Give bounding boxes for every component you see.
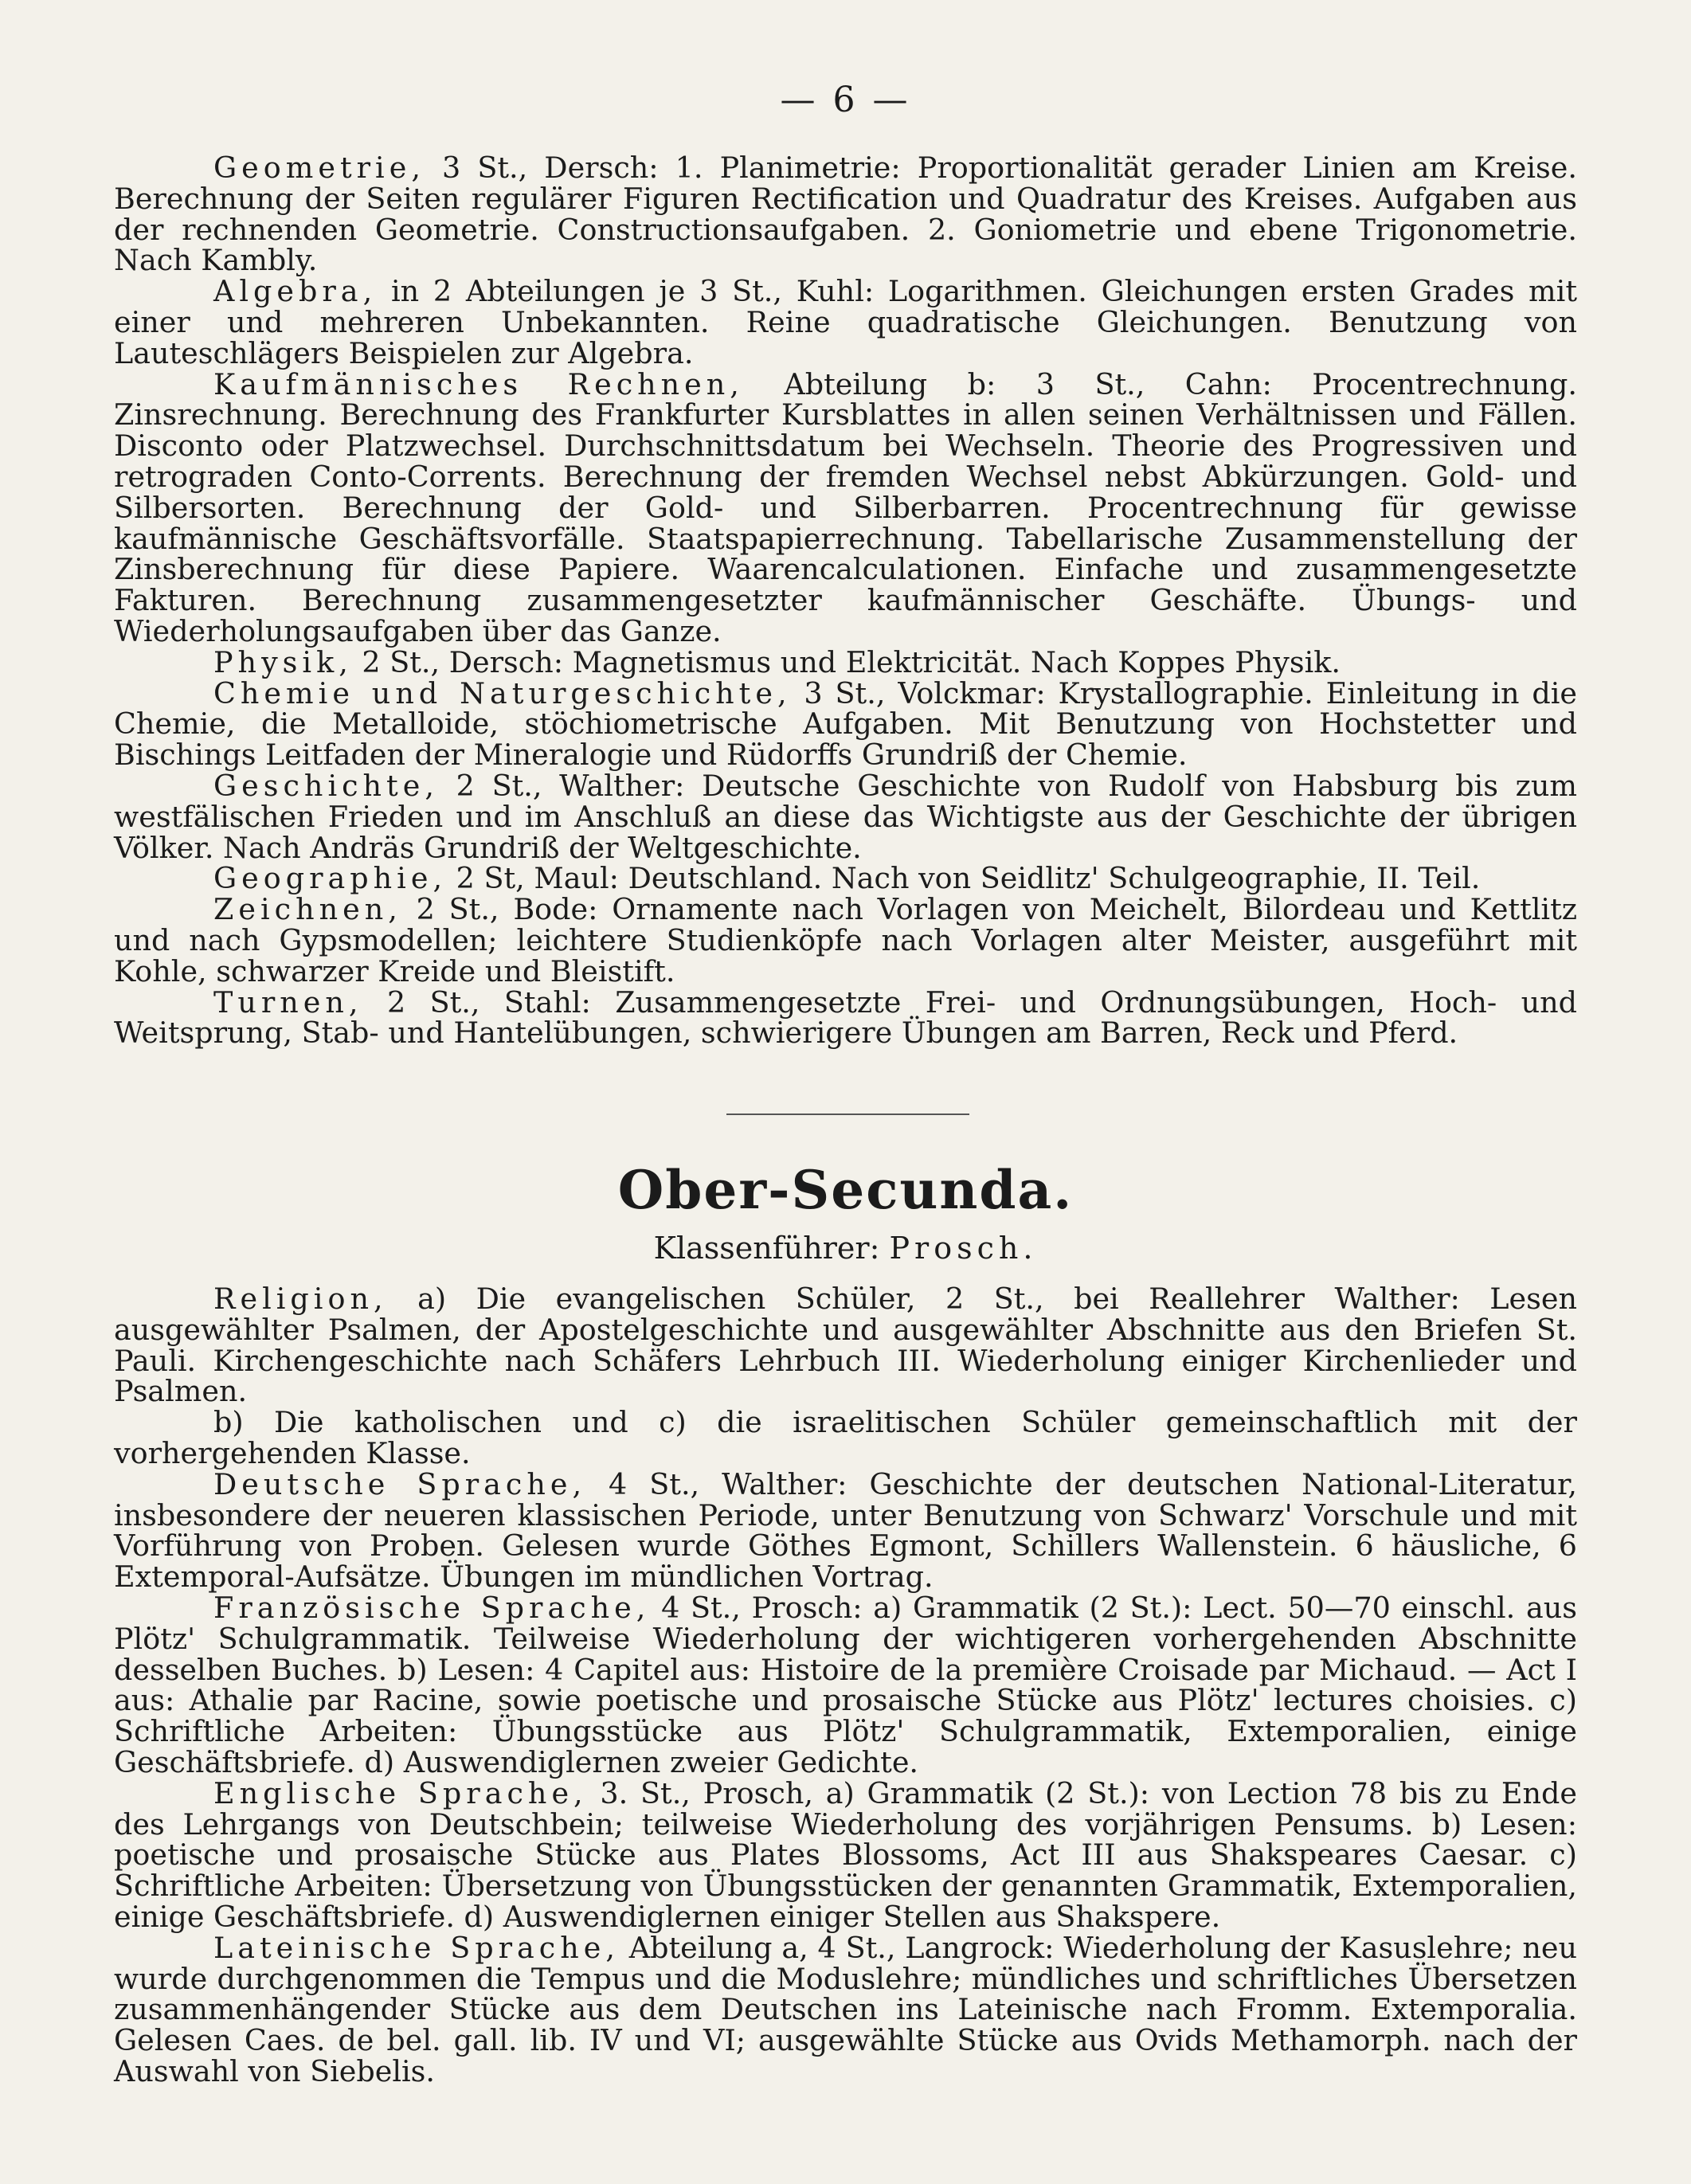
- paragraph-text: a) Die evangelischen Schüler, 2 St., bei Reallehrer Walther: Lesen ausgewählter Psalmen, der Apostelgeschichte und ausgewählter Abschnitte aus den Briefen St. Pauli. Kirchengeschichte nach Schäfers Lehrbuch III. Wiederholung einiger Kirchenlieder und Psalmen.: [114, 1282, 1577, 1409]
- subject-lead: Turnen,: [213, 984, 363, 1020]
- paragraph-text: 2 St., Dersch: Magnetismus und Elektricität. Nach Koppes Physik.: [352, 644, 1341, 679]
- subject-lead: Chemie und Naturgeschichte,: [213, 675, 792, 710]
- subject-list-upper: [114, 153, 1577, 1049]
- paragraph-religion: [114, 1284, 1577, 1407]
- paragraph-kaufmaennisches-rechnen: [114, 366, 1577, 648]
- subject-lead: Zeichnen,: [213, 892, 402, 927]
- subject-lead: Geschichte,: [213, 768, 439, 803]
- paragraph-text: 2 St., Bode: Ornamente nach Vorlagen von Meichelt, Bilordeau und Kettlitz und nach Gypsmodellen; leichtere Studienköpfe nach Vorlagen alter Meister, ausgeführt mit Kohle, schwarzer Kreide und Bleistift.: [114, 892, 1577, 988]
- paragraph-geschichte: [114, 768, 1577, 865]
- paragraph-geometrie: [114, 153, 1577, 276]
- subject-lead: Lateinische Sprache,: [213, 1930, 620, 1965]
- section-title: Ober-Secunda.: [617, 1159, 1074, 1221]
- paragraph-text: 2 St., Walther: Deutsche Geschichte von Rudolf von Habsburg bis zum westfälischen Frieden und im Anschluß an diese das Wichtigste aus der Geschichte der übrigen Völker. Nach Andräs Grundriß der Weltgeschichte.: [114, 768, 1577, 865]
- subject-list-lower: [114, 1284, 1577, 2088]
- subject-lead: Religion,: [213, 1282, 388, 1316]
- paragraph-text: Abteilung b: 3 St., Cahn: Procentrechnung. Zinsrechnung. Berechnung des Frankfurter Kursblattes in allen seinen Verhältnissen und Fällen. Disconto oder Platzwechsel. Durchschnittsdatum bei Wechseln. Theorie des Progressiven und retrograden Conto-Corrents. Berechnung der fremden Wechsel nebst Abkürzungen. Gold- und Silbersorten. Berechnung der Gold- und Silberbarren. Procentrechnung für gewisse kaufmännische Geschäftsvorfälle. Staatspapierrechnung. Tabellarische Zusammenstellung der Zinsberechnung für diese Papiere. Waarencalculationen. Einfache und zusammengesetzte Fakturen. Berechnung zusammengesetzter kaufmännischer Geschäfte. Übungs- und Wiederholungsaufgaben über das Ganze.: [114, 366, 1577, 648]
- paragraph-lateinische-sprache: [114, 1930, 1577, 2088]
- class-leader-label: Klassenführer:: [653, 1231, 880, 1266]
- paragraph-text: 4 St., Prosch: a) Grammatik (2 St.): Lect. 50—70 einschl. aus Plötz' Schulgrammatik. Teilweise Wiederholung der wichtigeren vorhergehenden Abschnitte desselben Buches. b) Lesen: 4 Capitel aus: Histoire de la première Croisade par Michaud. — Act I aus: Athalie par Racine, sowie poetische und prosaische Stücke aus Plötz' lectures choisies. c) Schriftliche Arbeiten: Übungsstücke aus Plötz' Schulgrammatik, Extemporalien, einige Geschäftsbriefe. d) Auswendiglernen zweier Gedichte.: [114, 1590, 1577, 1779]
- subject-lead: Algebra,: [213, 274, 378, 309]
- subject-lead: Deutsche Sprache,: [213, 1466, 587, 1501]
- paragraph-turnen: [114, 984, 1577, 1051]
- paragraph-religion-b: [114, 1407, 1577, 1470]
- subject-lead: Geographie,: [213, 861, 448, 896]
- subject-lead: Französische Sprache,: [213, 1590, 651, 1625]
- subject-lead: Englische Sprache,: [213, 1775, 588, 1810]
- paragraph-text: 3 St., Volckmar: Krystallographie. Einleitung in die Chemie, die Metalloide, stöchiometrische Aufgaben. Mit Benutzung von Hochstetter und Bischings Leitfaden der Mineralogie und Rüdorffs Grundriß der Chemie.: [114, 675, 1577, 773]
- paragraph-englische-sprache: [114, 1775, 1577, 1934]
- paragraph-text: 2 St, Maul: Deutschland. Nach von Seidlitz' Schulgeographie, II. Teil.: [447, 861, 1481, 896]
- paragraph-franzoesische-sprache: [114, 1590, 1577, 1779]
- paragraph-text: in 2 Abteilungen je 3 St., Kuhl: Logarithmen. Gleichungen ersten Grades mit einer und mehreren Unbekannten. Reine quadratische Gleichungen. Benutzung von Lauteschlägers Beispielen zur Algebra.: [114, 274, 1577, 370]
- class-leader-line: [0, 1231, 1691, 1266]
- paragraph-text: 3 St., Dersch: 1. Planimetrie: Proportionalität gerader Linien am Kreise. Berechnung der Seiten regulärer Figuren Rectification und Quadratur des Kreises. Aufgaben aus der rechnenden Geometrie. Constructionsaufgaben. 2. Goniometrie und ebene Trigonometrie. Nach Kambly.: [114, 151, 1577, 278]
- paragraph-text: Abteilung a, 4 St., Langrock: Wiederholung der Kasuslehre; neu wurde durchgenommen die Tempus und die Moduslehre; mündliches und schriftliches Übersetzen zusammenhängender Stücke aus dem Deutschen ins Lateinische nach Fromm. Extemporalia. Gelesen Caes. de bel. gall. lib. IV und VI; ausgewählte Stücke aus Ovids Methamorph. nach der Auswahl von Siebelis.: [114, 1930, 1577, 2088]
- subject-lead: Physik,: [213, 644, 353, 679]
- paragraph-geographie: [114, 863, 1577, 894]
- subject-lead: Kaufmännisches Rechnen,: [213, 366, 744, 401]
- class-leader-name: Prosch.: [889, 1231, 1038, 1266]
- paragraph-physik: [114, 644, 1577, 679]
- page-number: — 6 —: [780, 80, 911, 120]
- paragraph-algebra: [114, 276, 1577, 369]
- paragraph-text: 3. St., Prosch, a) Grammatik (2 St.): von Lection 78 bis zu Ende des Lehrgangs von Deutschbein; teilweise Wiederholung des vorjährigen Pensums. b) Lesen: poetische und prosaische Stücke aus Plates Blossoms, Act III aus Shakspeares Caesar. c) Schriftliche Arbeiten: Übersetzung von Übungsstücken der genannten Grammatik, Extemporalien, einige Geschäftsbriefe. d) Auswendiglernen einiger Stellen aus Shakspere.: [114, 1775, 1577, 1934]
- paragraph-deutsche-sprache: [114, 1466, 1578, 1595]
- section-divider: [726, 1114, 969, 1115]
- paragraph-chemie: [114, 675, 1577, 773]
- paragraph-zeichnen: [114, 894, 1577, 987]
- subject-lead: Geometrie,: [213, 151, 425, 185]
- paragraph-text: 4 St., Walther: Geschichte der deutschen National-Literatur, insbesondere der neueren klassischen Periode, unter Benutzung von Schwarz' Vorschule und mit Vorführung von Proben. Gelesen wurde Göthes Egmont, Schillers Wallenstein. 6 häusliche, 6 Extemporal-Aufsätze. Übungen im mündlichen Vortrag.: [114, 1466, 1578, 1595]
- paragraph-text: 2 St., Stahl: Zusammengesetzte Frei- und Ordnungsübungen, Hoch- und Weitsprung, Stab- und Hantelübungen, schwierigere Übungen am Barren, Reck und Pferd.: [114, 984, 1577, 1051]
- paragraph-text: b) Die katholischen und c) die israelitischen Schüler gemeinschaftlich mit der vorhergehenden Klasse.: [114, 1405, 1577, 1470]
